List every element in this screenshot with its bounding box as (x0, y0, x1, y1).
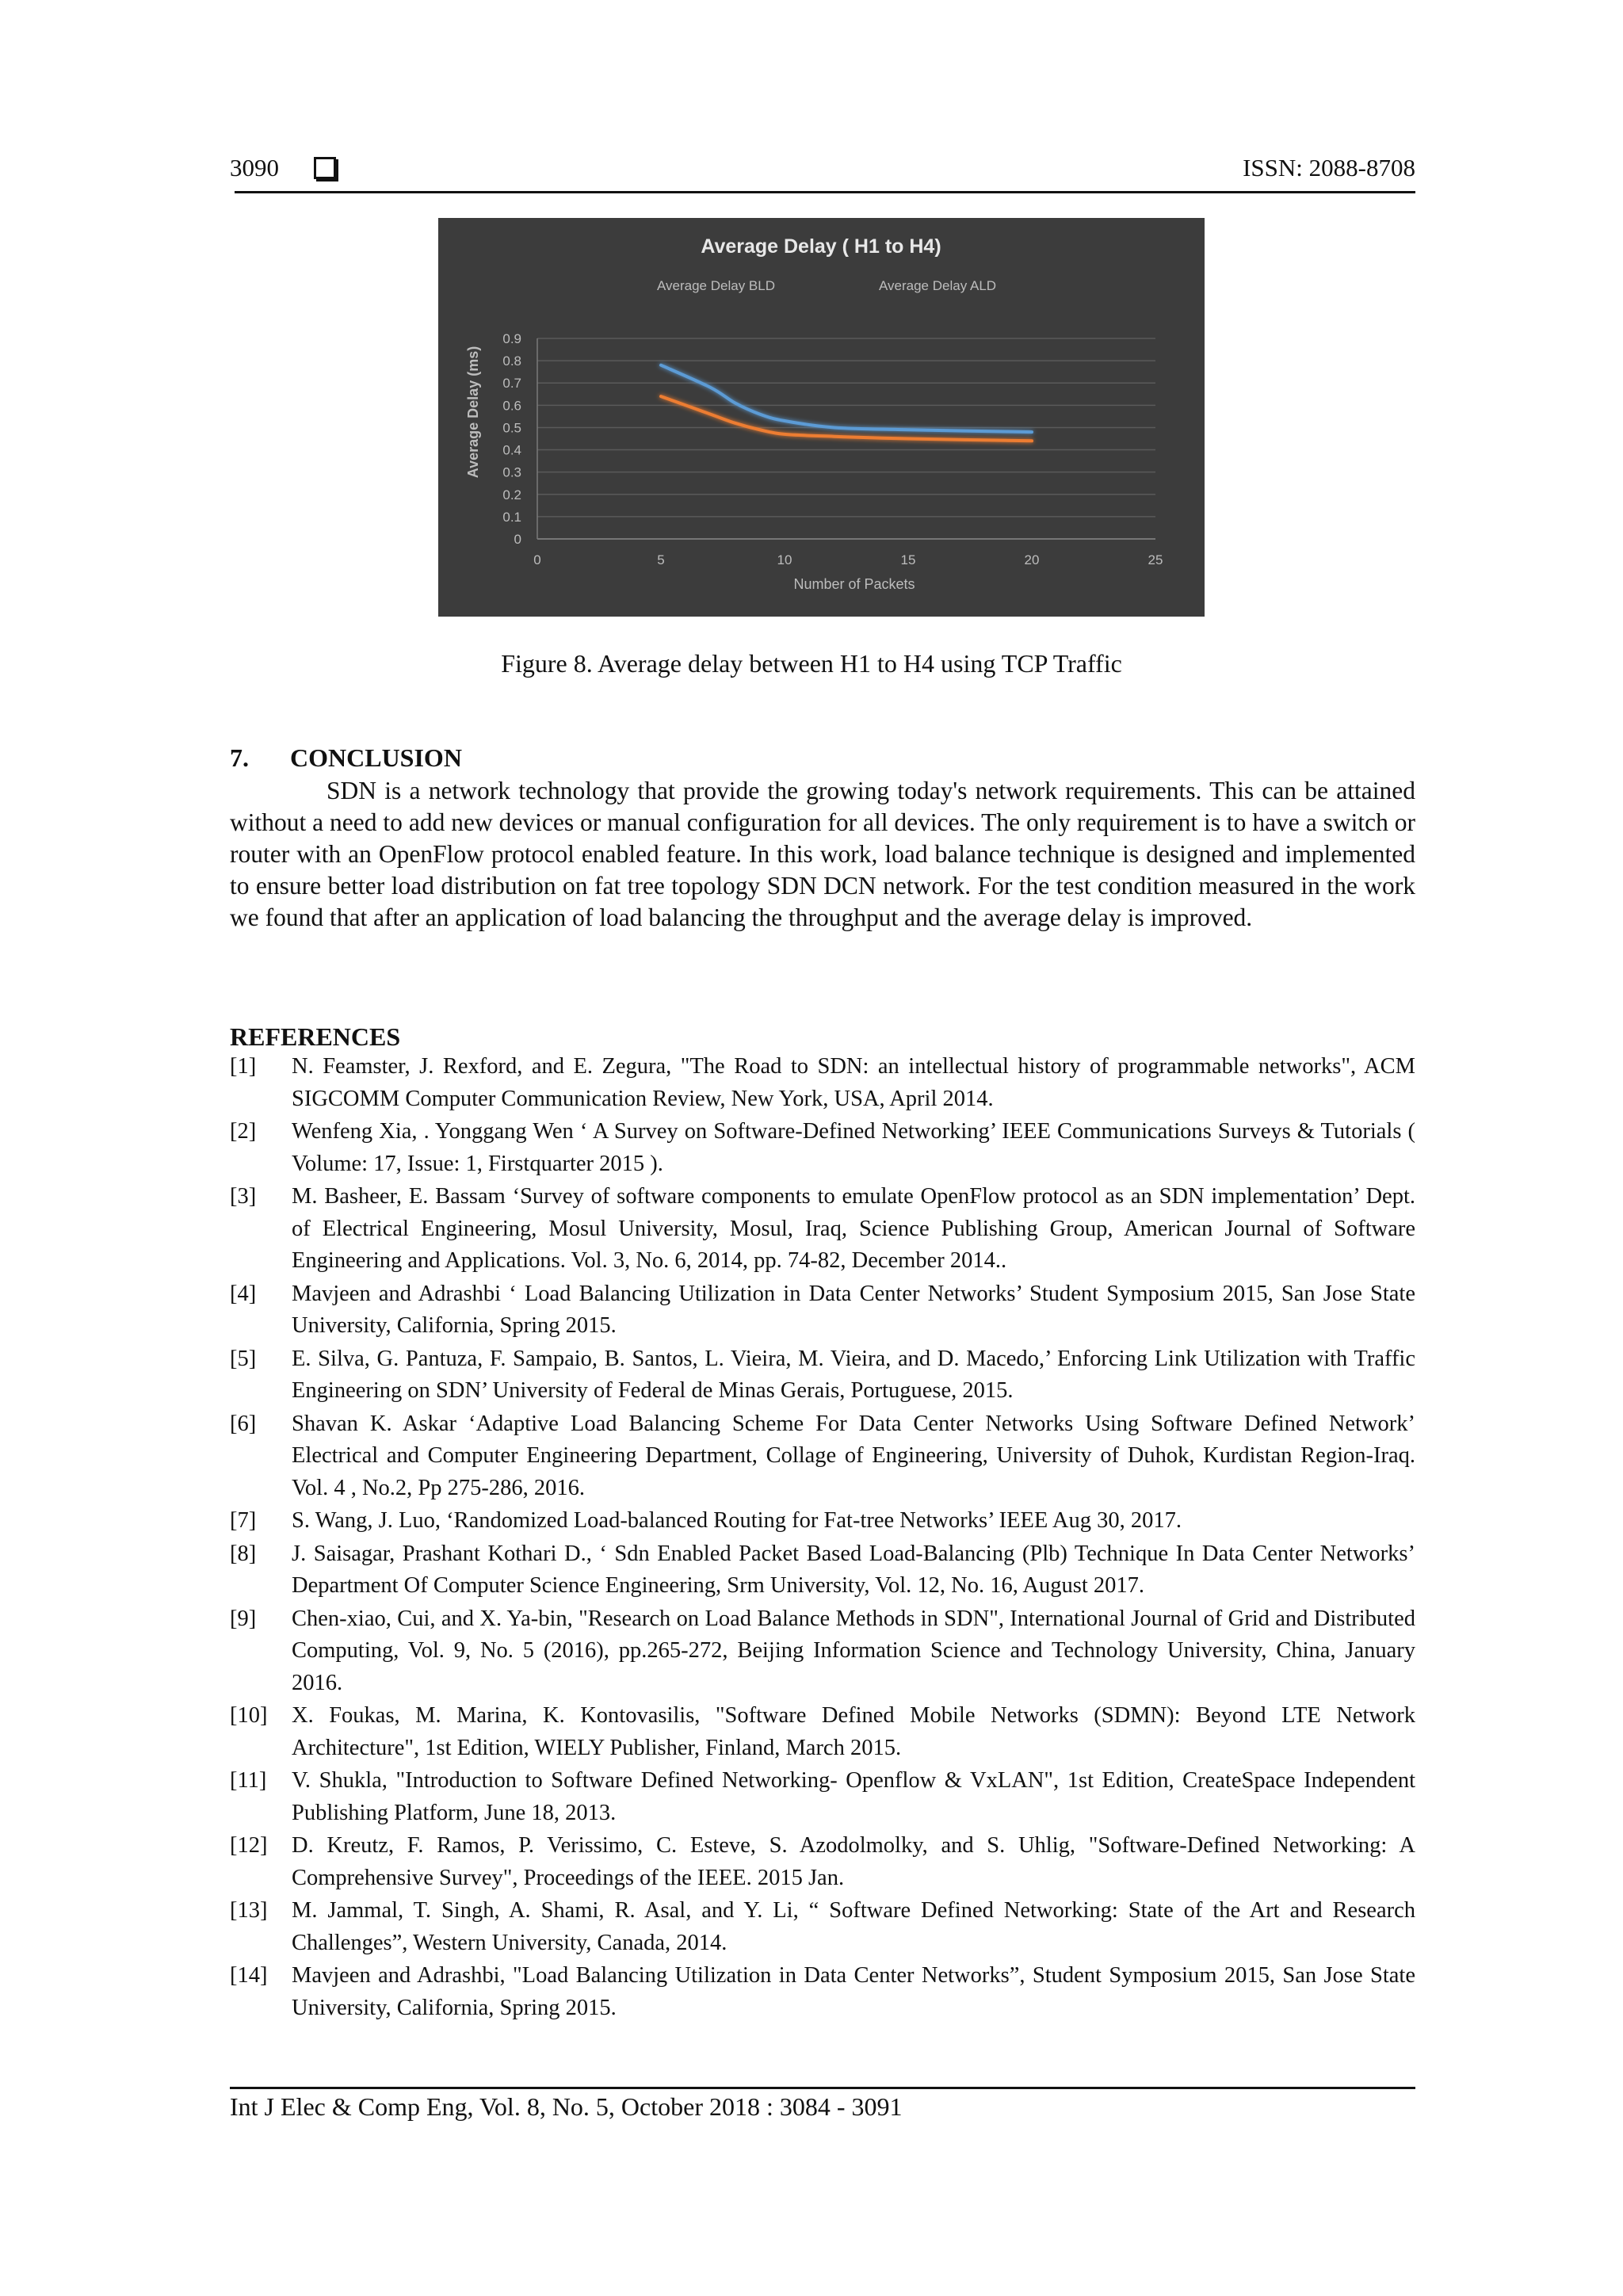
reference-item (230, 1505, 1415, 1538)
x-tick-label: 15 (900, 552, 916, 567)
x-tick-label: 5 (657, 552, 665, 567)
reference-item (230, 1051, 1415, 1115)
x-tick-label: 0 (533, 552, 541, 567)
reference-number: [4] (230, 1281, 257, 1306)
chart-series (661, 365, 1032, 441)
reference-item (230, 1408, 1415, 1505)
y-tick-label: 0.2 (502, 487, 521, 502)
reference-text: M. Basheer, E. Bassam ‘Survey of software components to emulate OpenFlow protocol as an SDN implementation’ Dept. of Electrical Engineering, Mosul University, Mosul, Iraq, Science Publishing Group, American Journal of Software Engineering and Applications. Vol. 3, No. 6, 2014, pp. 74-82, December 2014.. (292, 1184, 1415, 1273)
section-number: 7. (230, 743, 249, 772)
reference-number: [9] (230, 1606, 257, 1631)
footer-rule (230, 2087, 1415, 2089)
reference-number: [3] (230, 1184, 257, 1209)
reference-number: [5] (230, 1346, 257, 1371)
conclusion-heading (230, 743, 462, 773)
figure-caption: Figure 8. Average delay between H1 to H4 using TCP Traffic (501, 649, 1122, 678)
x-tick-label: 25 (1148, 552, 1163, 567)
reference-item (230, 1343, 1415, 1408)
reference-item (230, 1765, 1415, 1829)
y-tick-label: 0.8 (502, 353, 521, 369)
conclusion-paragraph (230, 775, 1415, 934)
x-axis-label: Number of Packets (793, 576, 915, 592)
reference-number: [8] (230, 1541, 257, 1566)
reference-text: M. Jammal, T. Singh, A. Shami, R. Asal, and Y. Li, “ Software Defined Networking: State of the Art and Research Challenges”, Western University, Canada, 2014. (292, 1898, 1415, 1955)
series-line (661, 365, 1032, 432)
reference-item (230, 1116, 1415, 1180)
square-bullet-icon (314, 157, 336, 179)
page-footer: Int J Elec & Comp Eng, Vol. 8, No. 5, October 2018 : 3084 - 3091 (230, 2092, 903, 2121)
reference-number: [1] (230, 1054, 257, 1079)
reference-item (230, 1538, 1415, 1603)
page-number: 3090 (230, 154, 279, 181)
reference-number: [2] (230, 1119, 257, 1144)
chart-gridlines (537, 338, 1155, 539)
legend-label: Average Delay ALD (879, 278, 997, 293)
reference-number: [7] (230, 1508, 257, 1533)
reference-text: X. Foukas, M. Marina, K. Kontovasilis, "Software Defined Mobile Networks (SDMN): Beyond LTE Network Architecture", 1st Edition, WIELY Publisher, Finland, March 2015. (292, 1703, 1415, 1760)
header-rule (235, 191, 1415, 193)
reference-item (230, 1895, 1415, 1959)
reference-number: [10] (230, 1703, 268, 1728)
references-heading: REFERENCES (230, 1022, 401, 1051)
reference-number: [12] (230, 1833, 268, 1858)
x-tick-label: 10 (777, 552, 792, 567)
y-tick-label: 0 (514, 532, 521, 547)
y-tick-label: 0.1 (502, 509, 521, 525)
section-title: CONCLUSION (290, 743, 462, 772)
reference-text: Shavan K. Askar ‘Adaptive Load Balancing Scheme For Data Center Networks Using Software Defined Network’ Electrical and Computer Engineering Department, Collage of Engineering, University of Duhok, Kurdistan Region-Iraq. Vol. 4 , No.2, Pp 275-286, 2016. (292, 1411, 1415, 1500)
reference-text: Mavjeen and Adrashbi, "Load Balancing Utilization in Data Center Networks”, Student Symposium 2015, San Jose State University, California, Spring 2015. (292, 1963, 1415, 2020)
reference-text: E. Silva, G. Pantuza, F. Sampaio, B. Santos, L. Vieira, M. Vieira, and D. Macedo,’ Enforcing Link Utilization with Traffic Engineering on SDN’ University of Federal de Minas Gerais, Portuguese, 2015. (292, 1346, 1415, 1403)
x-tick-label: 20 (1024, 552, 1040, 567)
y-tick-label: 0.7 (502, 376, 521, 392)
chart-title: Average Delay ( H1 to H4) (701, 235, 941, 258)
reference-number: [11] (230, 1768, 267, 1793)
page-header-left (230, 154, 336, 182)
reference-text: S. Wang, J. Luo, ‘Randomized Load-balanced Routing for Fat-tree Networks’ IEEE Aug 30, 2017. (292, 1508, 1182, 1533)
reference-text: J. Saisagar, Prashant Kothari D., ‘ Sdn Enabled Packet Based Load-Balancing (Plb) Technique In Data Center Networks’ Department Of Computer Science Engineering, Srm University, Vol. 12, No. 16, August 2017. (292, 1541, 1415, 1598)
reference-item (230, 1830, 1415, 1894)
reference-item (230, 1603, 1415, 1700)
y-tick-label: 0.5 (502, 420, 521, 436)
y-tick-label: 0.9 (502, 331, 521, 346)
y-tick-label: 0.4 (502, 442, 521, 458)
conclusion-text: SDN is a network technology that provide the growing today's network requirements. This can be attained without a need to add new devices or manual configuration for all devices. The only requirement is to have a switch or router with an OpenFlow protocol enabled feature. In this work, load balance technique is designed and implemented to ensure better load distribution on fat tree topology SDN DCN network. For the test condition measured in the work we found that after an application of load balancing the throughput and the average delay is improved. (230, 777, 1415, 931)
chart-legend (611, 278, 996, 293)
reference-text: Mavjeen and Adrashbi ‘ Load Balancing Utilization in Data Center Networks’ Student Symposium 2015, San Jose State University, California, Spring 2015. (292, 1281, 1415, 1338)
issn-label: ISSN: 2088-8708 (1243, 154, 1415, 181)
reference-text: N. Feamster, J. Rexford, and E. Zegura, "The Road to SDN: an intellectual history of programmable networks", ACM SIGCOMM Computer Communication Review, New York, USA, April 2014. (292, 1054, 1415, 1111)
figure-8-chart (438, 218, 1205, 617)
y-axis-ticks (502, 331, 521, 547)
series-line (661, 396, 1032, 441)
reference-number: [14] (230, 1963, 268, 1988)
x-axis-ticks (533, 552, 1163, 567)
y-axis-label: Average Delay (ms) (465, 346, 481, 479)
reference-item (230, 1960, 1415, 2024)
reference-number: [6] (230, 1411, 257, 1436)
y-tick-label: 0.6 (502, 398, 521, 414)
reference-text: Chen-xiao, Cui, and X. Ya-bin, "Research on Load Balance Methods in SDN", International Journal of Grid and Distributed Computing, Vol. 9, No. 5 (2016), pp.265-272, Beijing Information Science and Technology University, China, January 2016. (292, 1606, 1415, 1695)
legend-label: Average Delay BLD (657, 278, 775, 293)
reference-item (230, 1181, 1415, 1278)
reference-text: V. Shukla, "Introduction to Software Defined Networking- Openflow & VxLAN", 1st Edition, CreateSpace Independent Publishing Platform, June 18, 2013. (292, 1768, 1415, 1825)
reference-list (230, 1051, 1415, 2025)
y-tick-label: 0.3 (502, 464, 521, 480)
reference-number: [13] (230, 1898, 268, 1923)
reference-item (230, 1278, 1415, 1343)
reference-text: D. Kreutz, F. Ramos, P. Verissimo, C. Esteve, S. Azodolmolky, and S. Uhlig, "Software-Defined Networking: A Comprehensive Survey", Proceedings of the IEEE. 2015 Jan. (292, 1833, 1415, 1890)
reference-text: Wenfeng Xia, . Yonggang Wen ‘ A Survey on Software-Defined Networking’ IEEE Communications Surveys & Tutorials ( Volume: 17, Issue: 1, Firstquarter 2015 ). (292, 1119, 1415, 1176)
chart-svg (438, 218, 1205, 617)
reference-item (230, 1700, 1415, 1764)
